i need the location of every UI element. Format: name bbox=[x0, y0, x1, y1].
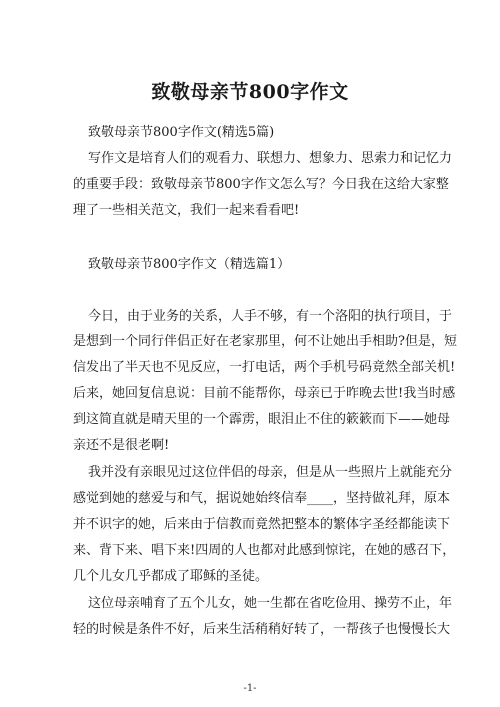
paragraph-line: 感觉到她的慈爱与和气，据说她始终信奉____，坚持做礼拜，原本 bbox=[73, 491, 451, 506]
paragraph-line: 轻的时候是条件不好，后来生活稍稍好转了，一帮孩子也慢慢长大 bbox=[73, 622, 451, 637]
paragraph-line: 这位母亲哺育了五个儿女，她一生都在省吃俭用、操劳不止，年 bbox=[88, 596, 453, 611]
subtitle: 致敬母亲节800字作文(精选5篇) bbox=[88, 125, 275, 140]
page-number: -1- bbox=[243, 683, 257, 694]
document-title: 致敬母亲节800字作文 bbox=[151, 81, 349, 103]
paragraph-line: 是想到一个同行伴侣正好在老家那里，何不让她出手相助?但是，短 bbox=[73, 334, 457, 349]
paragraph-line: 我并没有亲眼见过这位伴侣的母亲，但是从一些照片上就能充分 bbox=[88, 465, 453, 480]
intro-line: 理了一些相关范文，我们一起来看看吧! bbox=[73, 203, 300, 218]
paragraph-line: 并不识字的她，后来由于信教而竟然把整本的繁体字圣经都能读下 bbox=[73, 517, 451, 532]
paragraph-line: 信发出了半天也不见反应，一打电话，两个手机号码竟然全部关机! bbox=[73, 360, 456, 375]
paragraph-line: 亲还不是很老啊! bbox=[73, 438, 170, 453]
paragraph-line: 来、背下来、唱下来!四周的人也都对此感到惊诧，在她的感召下， bbox=[73, 543, 456, 558]
paragraph-line: 到这简直就是晴天里的一个霹雳，眼泪止不住的簌簌而下——她母 bbox=[73, 412, 451, 427]
paragraph-line: 几个儿女几乎都成了耶稣的圣徒。 bbox=[73, 569, 269, 584]
intro-line: 写作文是培育人们的观看力、联想力、想象力、思索力和记忆力 bbox=[88, 151, 453, 166]
intro-line: 的重要手段：致敬母亲节800字作文怎么写？今日我在这给大家整 bbox=[73, 177, 449, 192]
section-heading: 致敬母亲节800字作文（精选篇1） bbox=[88, 257, 291, 272]
paragraph-line: 今日，由于业务的关系，人手不够，有一个洛阳的执行项目，于 bbox=[88, 309, 453, 324]
paragraph-line: 后来，她回复信息说：目前不能帮你，母亲已于昨晚去世!我当时感 bbox=[73, 386, 456, 401]
